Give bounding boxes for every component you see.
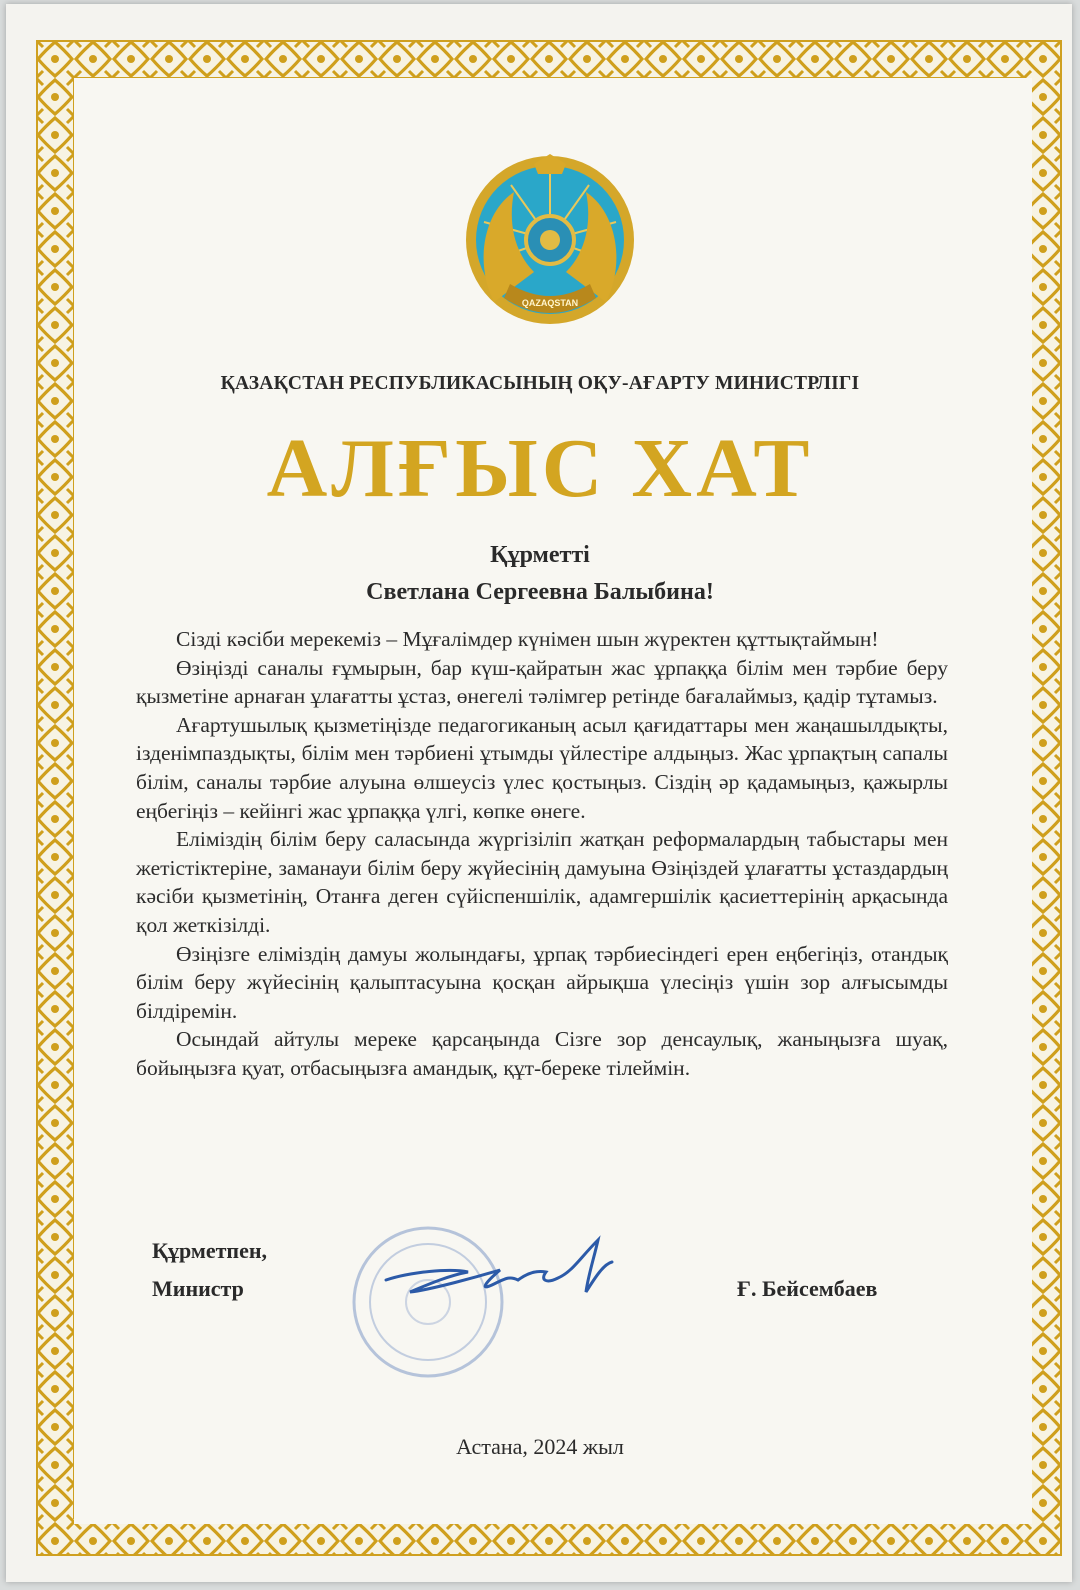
closing-text: Құрметпен,	[152, 1238, 268, 1263]
state-emblem-icon	[464, 152, 636, 332]
paragraph: Өзіңізге еліміздің дамуы жолындағы, ұрпақ тәрбиесіндегі ерен еңбегіңіз, отандық білім беру жүйесінің қалыптасуына қосқан айрықша үлесіңіз үшін зор алғысымды білдіремін.	[136, 941, 948, 1023]
official-stamp-icon	[350, 1218, 640, 1388]
paragraph: Өзіңізді саналы ғұмырын, бар күш-қайратын жас ұрпаққа білім мен тәрбие беру қызметіне арнаған ұлағатты ұстаз, өнегелі тәлімгер ретінде бағалаймыз, қадір тұтамыз.	[136, 655, 948, 709]
letter-body	[136, 625, 948, 1083]
place-date: Астана, 2024 жыл	[456, 1434, 624, 1459]
document-title: АЛҒЫС ХАТ	[266, 422, 814, 515]
signer-position: Министр	[152, 1276, 244, 1301]
paragraph: Сізді кәсіби мерекеміз – Мұғалімдер күнімен шын жүректен құттықтаймын!	[176, 627, 879, 651]
paragraph: Ағартушылық қызметіңізде педагогиканың асыл қағидаттары мен жаңашылдықты, ізденімпаздықты, білім мен тәрбиені ұтымды үйлестіре алдыңыз. Жас ұрпақтың сапалы білім, саналы тәрбие алуына өлшеусіз үлес қостыңыз. Сіздің әр қадамыңыз, қажырлы еңбегіңіз – кейінгі жас ұрпаққа үлгі, көпке өнеге.	[136, 712, 948, 823]
salutation	[0, 537, 1080, 611]
signer-name: Ғ. Бейсембаев	[737, 1276, 878, 1301]
salutation-line1: Құрметті	[490, 542, 590, 568]
recipient-name: Светлана Сергеевна Балыбина!	[366, 579, 714, 605]
ministry-name: ҚАЗАҚСТАН РЕСПУБЛИКАСЫНЫҢ ОҚУ-АҒАРТУ МИНИСТРЛІГІ	[220, 373, 860, 394]
paragraph: Еліміздің білім беру саласында жүргізіліп жатқан реформалардың табыстары мен жетістіктеріне, заманауи білім беру жүйесінің дамуына Өзіңіздей ұлағатты ұстаздардың кәсіби қызметінің, Отанға деген сүйіспеншілік, адамгершілік қасиеттерінің арқасында қол жеткізілді.	[136, 827, 948, 937]
signature-block	[152, 1232, 267, 1308]
emblem-text: QAZAQSTAN	[521, 298, 579, 308]
paragraph: Осындай айтулы мереке қарсаңында Сізге зор денсаулық, жаныңызға шуақ, бойыңызға қуат, отбасыңызға амандық, құт-береке тілеймін.	[136, 1027, 948, 1080]
